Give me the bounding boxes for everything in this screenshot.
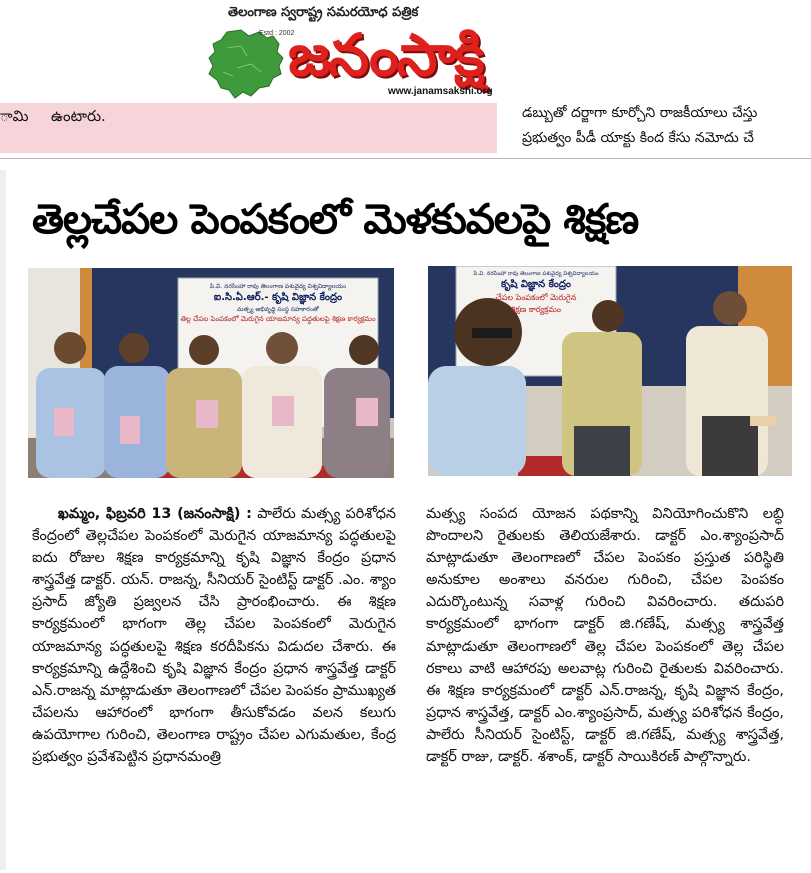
- article-column-1: [32, 503, 396, 768]
- banner-line: శిక్షణ కార్యక్రమం: [511, 305, 561, 314]
- event-photo-1: [28, 268, 394, 478]
- masthead: [0, 0, 811, 100]
- page-edge: [0, 170, 6, 870]
- article-dateline: ఖమ్మం, ఫిబ్రవరి 13 (జనంసాక్షి) :: [58, 506, 252, 522]
- article-body-1: పాలేరు మత్స్య పరిశోధన కేంద్రంలో తెల్లచేపల పెంపకంలో మెరుగైన యాజమాన్య పద్ధతులపై ఐదు రోజుల శిక్షణ కార్యక్రమాన్ని కృషి విజ్ఞాన కేంద్రం ప్రధాన శాస్త్రవేత్త డాక్టర్. యన్. రాజన్న, సీనియర్ సైంటిస్ట్ డాక్టర్ .ఎం. శ్యాం ప్రసాద్ జ్యోతి ప్రజ్వలన చేసి ప్రారంభించారు. ఈ శిక్షణ కార్యక్రమంలో భాగంగా తెల్ల చేపల పెంపకంలో మెరుగైన యాజమాన్య పద్ధతులపై శిక్షణ కరదీపికను విడుదల చేశారు. ఈ కార్యక్రమాన్ని ఉద్దేశించి కృషి విజ్ఞాన కేంద్రం ప్రధాన శాస్త్రవేత్త డాక్టర్ ఎన్.రాజన్న మాట్లాడుతూ తెలంగాణలో చేపల పెంపకం ప్రాముఖ్యత చేపలను ఆహారంలో భాగంగా తీసుకోవడం వలన కలుగు ఉపయోగాల గురించి, తెలంగాణ రాష్ట్రం చేపల ఎగుమతుల, కేంద్ర ప్రభుత్వం ప్రవేశపెట్టిన ప్రధానమంత్రి: [32, 506, 397, 766]
- banner-line: పి.వి. నరసింహా రావు తెలంగాణ పశువైద్య విశ్వవిద్యాలయం: [209, 283, 347, 290]
- banner-line: తెల్ల చేపల పెంపకంలో మెరుగైన యాజమాన్య పద్ధతులపై శిక్షణ కార్యక్రమం: [180, 315, 376, 323]
- banner-line: పి.వి. నరసింహా రావు తెలంగాణ పశువైద్య విశ్వవిద్యాలయం: [473, 271, 599, 277]
- banner-text-1: [180, 282, 376, 402]
- ticker-left: [0, 103, 497, 153]
- brand-name: జనంసాక్షి: [288, 21, 483, 89]
- banner-line: ఐ.సి.ఏ.ఆర్.- కృషి విజ్ఞాన కేంద్రం: [213, 292, 343, 303]
- ticker-right: [512, 103, 811, 153]
- masthead-tagline: తెలంగాణ స్వరాష్ట్ర సమరయోధ పత్రిక: [228, 5, 419, 20]
- ticker-right-line1: డబ్బుతో దర్జాగా కూర్చోని రాజకీయాలు చేస్తు: [522, 105, 758, 121]
- article-headline: తెల్లచేపల పెంపకంలో మెళకువలపై శిక్షణ: [32, 195, 639, 243]
- banner-text-2: [458, 270, 614, 370]
- divider: [0, 158, 811, 159]
- ticker-right-line2: ప్రభుత్వం పీడీ యాక్టు కింద కేసు నమోదు చే: [522, 130, 754, 146]
- website-url[interactable]: www.janamsakshi.org: [388, 86, 493, 97]
- banner-line: మత్స్య అభివృద్ధి సంస్థ సహకారంతో: [237, 306, 319, 313]
- banner-line: కృషి విజ్ఞాన కేంద్రం: [500, 279, 571, 290]
- banner-line: చేపల పెంపకంలో మెరుగైన: [495, 293, 577, 302]
- event-photo-2: [428, 266, 792, 476]
- article-column-2: మత్స్య సంపద యోజన పథకాన్ని వినియోగించుకొని లబ్ధి పొందాలని రైతులకు తెలియజేశారు. డాక్టర్ ఎం.శ్యాంప్రసాద్ మాట్లాడుతూ తెలంగాణలో చేపల పెంపకం ప్రస్తుత పరిస్థితి అనుకూల అంశాలు వనరుల గురించి, చేపల పెంపకం ఎదుర్కొంటున్న సవాళ్ల గురించి వివరించారు. తదుపరి కార్యక్రమంలో భాగంగా డాక్టర్ జి.గణేష్, మత్స్య శాస్త్రవేత్త మాట్లాడుతూ తెలంగాణలో తెల్ల చేపల పెంపకంలో తెల్ల చేపల రకాలు వాటి ఆహారపు అలవాట్ల గురించి రైతులకు వివరించారు. ఈ శిక్షణ కార్యక్రమంలో డాక్టర్ ఎన్.రాజన్న, కృషి విజ్ఞాన కేంద్రం, ప్రధాన శాస్త్రవేత్త, డాక్టర్ ఎం.శ్యాంప్రసాద్, మత్స్య పరిశోధన కేంద్రం, పాలేరు సీనియర్ సైంటిస్ట్, డాక్టర్ జి.గణేష్, మత్స్య శాస్త్రవేత్త, డాక్టర్ రాజు, డాక్టర్. శశాంక్, డాక్టర్ సాయికిరణ్ పాల్గొన్నారు.: [426, 506, 784, 766]
- ticker-left-fragment: ామి: [0, 107, 29, 125]
- brand-logo: [288, 14, 600, 96]
- ticker-left-text: ఉంటారు.: [51, 107, 106, 125]
- telangana-map-icon: [207, 28, 285, 100]
- estd-label: Estd : 2002: [259, 30, 295, 37]
